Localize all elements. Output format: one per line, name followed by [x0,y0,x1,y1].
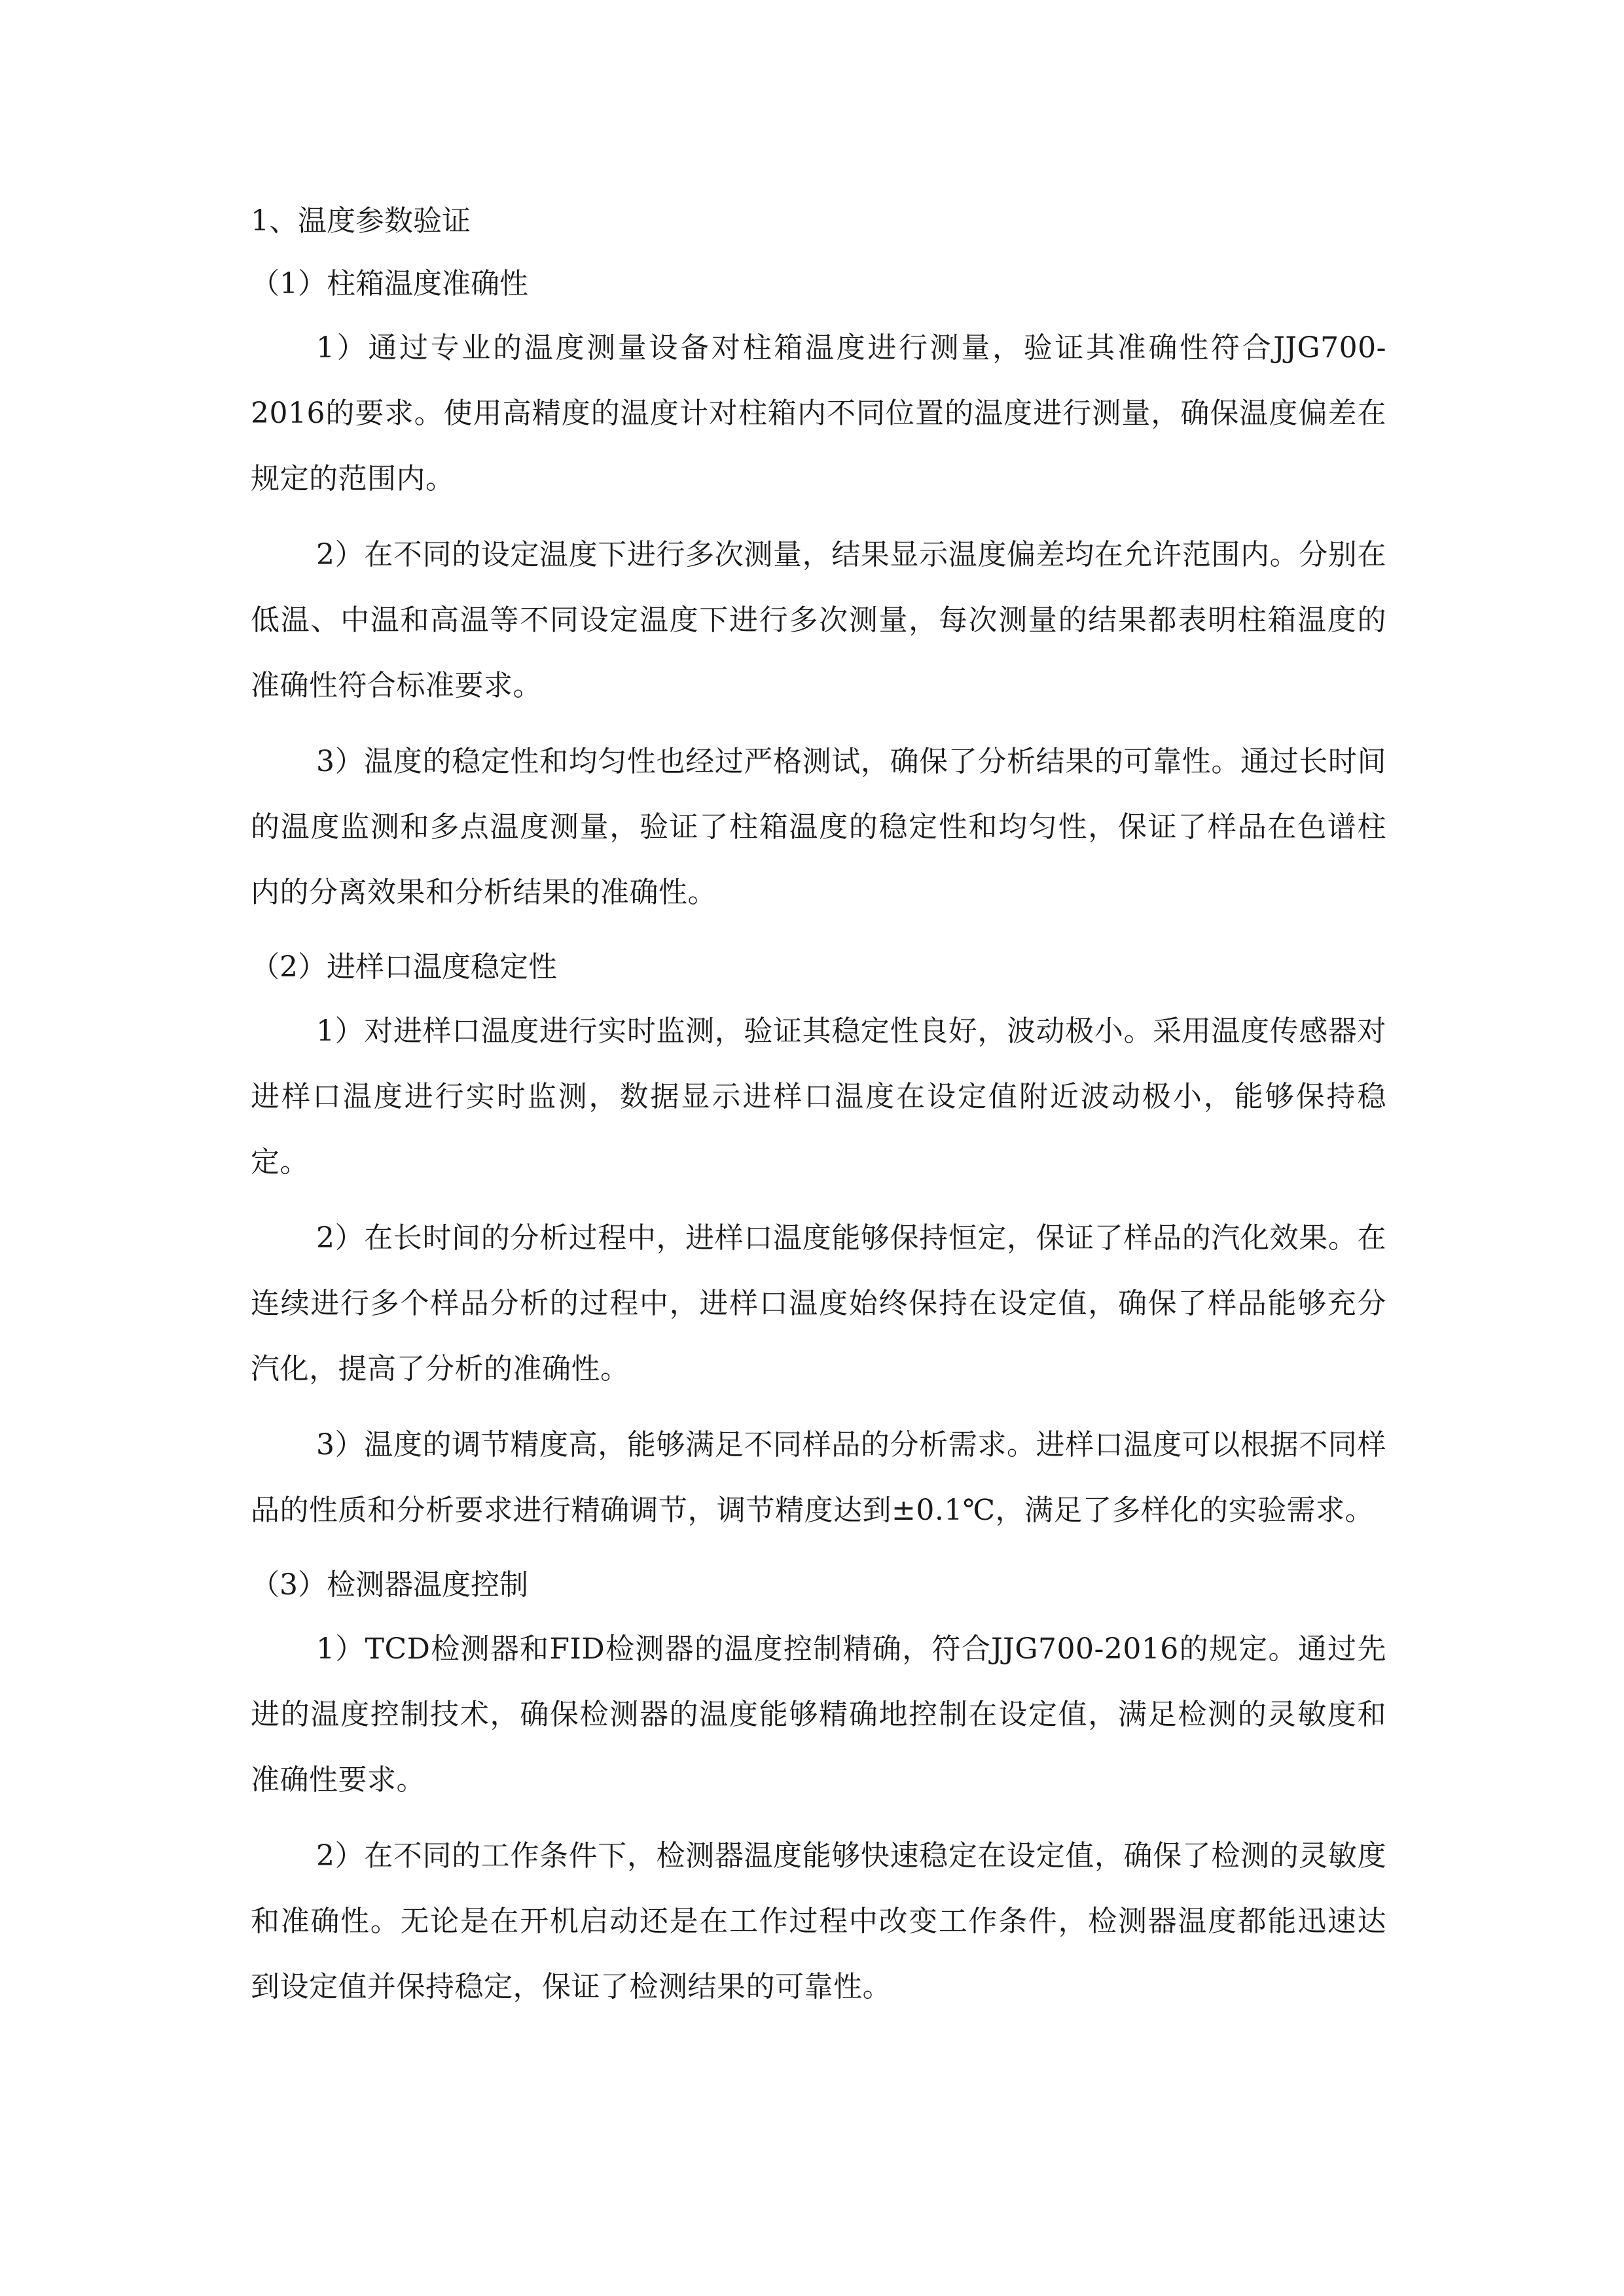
subsection-heading: （1）柱箱温度准确性 [251,267,528,300]
section-inlet [251,936,1386,1543]
paragraph: 1）TCD检测器和FID检测器的温度控制精确，符合JJG700-2016的规定。通过先进的温度控制技术，确保检测器的温度能够精确地控制在设定值，满足检测的灵敏度和准确性要求。 [251,1632,1386,1797]
section-title: 1、温度参数验证 [251,204,471,238]
paragraph: 1）通过专业的温度测量设备对柱箱温度进行测量，验证其准确性符合JJG700-2016的要求。使用高精度的温度计对柱箱内不同位置的温度进行测量，确保温度偏差在规定的范围内。 [251,331,1386,495]
paragraph: 2）在不同的工作条件下，检测器温度能够快速稳定在设定值，确保了检测的灵敏度和准确性。无论是在开机启动还是在工作过程中改变工作条件，检测器温度都能迅速达到设定值并保持稳定，保证了检测结果的可靠性。 [251,1839,1386,2003]
subsection-heading: （2）进样口温度稳定性 [251,950,557,984]
paragraph: 2）在长时间的分析过程中，进样口温度能够保持恒定，保证了样品的汽化效果。在连续进行多个样品分析的过程中，进样口温度始终保持在设定值，确保了样品能够充分汽化，提高了分析的准确性。 [251,1221,1386,1386]
subsection-heading: （3）检测器温度控制 [251,1568,528,1602]
section-detector [251,1554,1386,2020]
paragraph: 2）在不同的设定温度下进行多次测量，结果显示温度偏差均在允许范围内。分别在低温、中温和高温等不同设定温度下进行多次测量，每次测量的结果都表明柱箱温度的准确性符合标准要求。 [251,538,1386,702]
paragraph: 3）温度的稳定性和均匀性也经过严格测试，确保了分析结果的可靠性。通过长时间的温度监测和多点温度测量，验证了柱箱温度的稳定性和均匀性，保证了样品在色谱柱内的分离效果和分析结果的准确性。 [251,745,1386,909]
paragraph: 1）对进样口温度进行实时监测，验证其稳定性良好，波动极小。采用温度传感器对进样口温度进行实时监测，数据显示进样口温度在设定值附近波动极小，能够保持稳定。 [251,1014,1386,1179]
document-page [251,190,1386,2030]
section-column-oven [251,253,1386,925]
paragraph: 3）温度的调节精度高，能够满足不同样品的分析需求。进样口温度可以根据不同样品的性质和分析要求进行精确调节，调节精度达到±0.1℃，满足了多样化的实验需求。 [251,1428,1386,1527]
